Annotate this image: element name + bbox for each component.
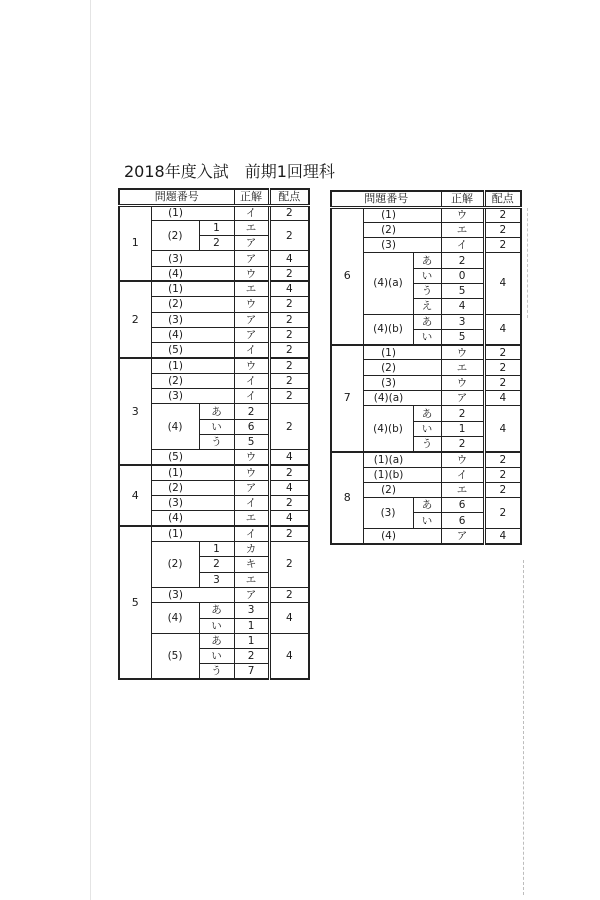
- table-header-row: [119, 189, 309, 205]
- scan-edge-line: [90, 0, 91, 900]
- part-label-cell: [151, 266, 234, 281]
- header-points: 配点: [269, 189, 309, 205]
- points-cell: 4: [269, 480, 309, 495]
- answer-cell: イ: [234, 526, 269, 541]
- part-label-cell: (4)(a): [363, 253, 413, 314]
- answer-cell: 2: [234, 649, 269, 664]
- part-label: (3): [168, 497, 183, 510]
- points-cell: 2: [269, 389, 309, 404]
- part-label: (1): [168, 359, 183, 372]
- part-label-cell: [363, 528, 441, 543]
- answer-cell: ア: [234, 480, 269, 495]
- part-label-cell: [363, 222, 441, 237]
- part-label: (3): [381, 239, 396, 252]
- part-label-cell: (3): [363, 498, 413, 529]
- points-cell: 4: [269, 633, 309, 679]
- points-cell: 2: [269, 312, 309, 327]
- table-row: [119, 526, 309, 541]
- answer-cell: イ: [234, 373, 269, 388]
- part-label-cell: [151, 450, 234, 465]
- part-label: (3): [168, 252, 183, 265]
- points-cell: 4: [269, 511, 309, 526]
- item-label-cell: 2: [199, 557, 234, 572]
- part-label: (1): [381, 209, 396, 222]
- part-label: (1): [381, 346, 396, 359]
- part-label-cell: [151, 281, 234, 296]
- part-label: (5): [168, 451, 183, 464]
- answer-cell: 1: [441, 421, 484, 436]
- answer-cell: 6: [441, 498, 484, 513]
- answer-cell: ア: [441, 391, 484, 406]
- table-row: [119, 205, 309, 220]
- item-label-cell: え: [413, 299, 441, 314]
- points-cell: 4: [484, 528, 521, 543]
- table-body: [331, 207, 521, 544]
- points-cell: 4: [484, 253, 521, 314]
- item-label-cell: 3: [199, 572, 234, 587]
- answer-cell: 6: [441, 513, 484, 528]
- scan-edge-line: [523, 560, 524, 895]
- answer-table-left: [118, 188, 310, 680]
- part-label: (1): [168, 207, 183, 220]
- part-label-cell: [151, 297, 234, 312]
- part-label-cell: (4): [151, 404, 199, 450]
- answer-cell: 4: [441, 299, 484, 314]
- points-cell: 2: [269, 205, 309, 220]
- item-label-cell: あ: [413, 406, 441, 421]
- points-cell: 2: [269, 358, 309, 373]
- answer-cell: エ: [234, 572, 269, 587]
- points-cell: 2: [269, 297, 309, 312]
- part-label-cell: [363, 238, 441, 253]
- header-answer: 正解: [441, 191, 484, 207]
- answer-cell: ウ: [234, 450, 269, 465]
- part-label: (2): [381, 483, 396, 496]
- part-label-cell: [151, 312, 234, 327]
- answer-cell: 3: [441, 314, 484, 329]
- answer-cell: イ: [441, 238, 484, 253]
- part-label-cell: [151, 389, 234, 404]
- part-label: (1): [168, 528, 183, 541]
- answer-cell: エ: [234, 281, 269, 296]
- item-label-cell: あ: [199, 404, 234, 419]
- item-label-cell: あ: [199, 633, 234, 648]
- part-label-cell: [151, 327, 234, 342]
- answer-cell: ウ: [441, 375, 484, 390]
- part-label-cell: (2): [151, 220, 199, 251]
- answer-cell: エ: [234, 511, 269, 526]
- part-label: (3): [168, 313, 183, 326]
- answer-cell: エ: [234, 220, 269, 235]
- answer-cell: ウ: [234, 266, 269, 281]
- question-number-cell: 6: [331, 207, 363, 345]
- points-cell: 4: [269, 281, 309, 296]
- part-label: (3): [168, 390, 183, 403]
- item-label-cell: い: [413, 513, 441, 528]
- answer-cell: ウ: [441, 345, 484, 360]
- points-cell: 2: [269, 373, 309, 388]
- answer-cell: エ: [441, 222, 484, 237]
- points-cell: 4: [269, 603, 309, 634]
- part-label: (2): [381, 361, 396, 374]
- item-label-cell: い: [199, 419, 234, 434]
- question-number-cell: 5: [119, 526, 151, 679]
- answer-cell: ア: [234, 312, 269, 327]
- answer-cell: ウ: [441, 452, 484, 467]
- points-cell: 2: [269, 343, 309, 358]
- item-label-cell: あ: [199, 603, 234, 618]
- points-cell: 2: [484, 207, 521, 222]
- part-label-cell: [363, 375, 441, 390]
- part-label-cell: [151, 465, 234, 480]
- item-label-cell: 1: [199, 220, 234, 235]
- points-cell: 2: [484, 452, 521, 467]
- header-question-number: 問題番号: [331, 191, 441, 207]
- answer-cell: イ: [234, 343, 269, 358]
- part-label-cell: [151, 358, 234, 373]
- table-header-row: [331, 191, 521, 207]
- answer-cell: ウ: [234, 465, 269, 480]
- table-row: [331, 345, 521, 360]
- question-number-cell: 4: [119, 465, 151, 526]
- answer-cell: イ: [441, 467, 484, 482]
- points-cell: 2: [269, 465, 309, 480]
- part-label: (3): [168, 589, 183, 602]
- part-label-cell: [363, 360, 441, 375]
- answer-cell: 5: [441, 329, 484, 344]
- points-cell: 2: [269, 404, 309, 450]
- question-number-cell: 3: [119, 358, 151, 465]
- points-cell: 2: [484, 467, 521, 482]
- answer-cell: 3: [234, 603, 269, 618]
- answer-cell: 7: [234, 664, 269, 679]
- answer-cell: イ: [234, 389, 269, 404]
- answer-cell: イ: [234, 496, 269, 511]
- part-label-cell: [363, 345, 441, 360]
- answer-cell: ア: [441, 528, 484, 543]
- question-number-cell: 2: [119, 281, 151, 357]
- table-row: [119, 281, 309, 296]
- part-label-cell: (4)(b): [363, 406, 413, 452]
- part-label: (2): [381, 223, 396, 236]
- part-label-cell: [151, 587, 234, 602]
- table-row: [331, 452, 521, 467]
- part-label: (4)(a): [373, 392, 404, 405]
- answer-cell: イ: [234, 205, 269, 220]
- answer-table-right: [330, 190, 522, 545]
- item-label-cell: い: [413, 421, 441, 436]
- answer-cell: ア: [234, 587, 269, 602]
- part-label-cell: (2): [151, 542, 199, 588]
- part-label-cell: [151, 511, 234, 526]
- points-cell: 2: [484, 238, 521, 253]
- answer-cell: 2: [234, 404, 269, 419]
- item-label-cell: う: [199, 664, 234, 679]
- answer-cell: 1: [234, 618, 269, 633]
- answer-cell: 2: [441, 406, 484, 421]
- part-label-cell: [151, 343, 234, 358]
- table-row: [119, 358, 309, 373]
- part-label-cell: (5): [151, 633, 199, 679]
- answer-cell: 1: [234, 633, 269, 648]
- answer-cell: ア: [234, 236, 269, 251]
- part-label-cell: [151, 251, 234, 266]
- points-cell: 4: [484, 391, 521, 406]
- header-answer: 正解: [234, 189, 269, 205]
- points-cell: 2: [269, 327, 309, 342]
- part-label: (4): [168, 329, 183, 342]
- part-label-cell: [151, 205, 234, 220]
- part-label: (4): [168, 512, 183, 525]
- part-label: (5): [168, 344, 183, 357]
- answer-cell: 6: [234, 419, 269, 434]
- points-cell: 4: [484, 406, 521, 452]
- scan-edge-marks: [527, 208, 528, 318]
- points-cell: 2: [269, 220, 309, 251]
- question-number-cell: 7: [331, 345, 363, 452]
- header-question-number: 問題番号: [119, 189, 234, 205]
- page-title: 2018年度入試 前期1回理科: [124, 162, 335, 181]
- item-label-cell: あ: [413, 314, 441, 329]
- part-label: (2): [168, 374, 183, 387]
- points-cell: 2: [484, 345, 521, 360]
- item-label-cell: あ: [413, 498, 441, 513]
- answer-cell: ウ: [234, 297, 269, 312]
- item-label-cell: う: [199, 434, 234, 449]
- points-cell: 2: [269, 496, 309, 511]
- part-label-cell: [151, 373, 234, 388]
- answer-cell: キ: [234, 557, 269, 572]
- question-number-cell: 8: [331, 452, 363, 544]
- item-label-cell: い: [413, 268, 441, 283]
- part-label: (1): [168, 283, 183, 296]
- answer-cell: 5: [441, 283, 484, 298]
- part-label-cell: [151, 526, 234, 541]
- answer-cell: 0: [441, 268, 484, 283]
- part-label-cell: [363, 391, 441, 406]
- part-label-cell: [363, 482, 441, 497]
- answer-cell: ウ: [441, 207, 484, 222]
- points-cell: 2: [269, 587, 309, 602]
- part-label: (2): [168, 298, 183, 311]
- part-label-cell: (4)(b): [363, 314, 413, 345]
- answer-cell: 2: [441, 436, 484, 451]
- points-cell: 4: [269, 450, 309, 465]
- answer-cell: ア: [234, 251, 269, 266]
- item-label-cell: 2: [199, 236, 234, 251]
- item-label-cell: う: [413, 283, 441, 298]
- table-body: [119, 205, 309, 679]
- part-label-cell: [363, 207, 441, 222]
- answer-cell: 5: [234, 434, 269, 449]
- answer-cell: エ: [441, 360, 484, 375]
- question-number-cell: 1: [119, 205, 151, 281]
- answer-cell: ウ: [234, 358, 269, 373]
- item-label-cell: う: [413, 436, 441, 451]
- part-label-cell: [151, 480, 234, 495]
- item-label-cell: 1: [199, 542, 234, 557]
- item-label-cell: い: [199, 649, 234, 664]
- points-cell: 4: [269, 251, 309, 266]
- points-cell: 2: [269, 526, 309, 541]
- part-label: (4): [168, 267, 183, 280]
- part-label: (1)(a): [373, 453, 404, 466]
- points-cell: 2: [484, 375, 521, 390]
- points-cell: 2: [269, 266, 309, 281]
- header-points: 配点: [484, 191, 521, 207]
- item-label-cell: い: [199, 618, 234, 633]
- part-label-cell: [363, 452, 441, 467]
- points-cell: 2: [484, 360, 521, 375]
- part-label: (2): [168, 481, 183, 494]
- table-row: [119, 465, 309, 480]
- part-label: (1): [168, 466, 183, 479]
- item-label-cell: い: [413, 329, 441, 344]
- points-cell: 4: [484, 314, 521, 345]
- part-label-cell: [151, 496, 234, 511]
- answer-cell: カ: [234, 542, 269, 557]
- part-label: (3): [381, 376, 396, 389]
- item-label-cell: あ: [413, 253, 441, 268]
- points-cell: 2: [484, 482, 521, 497]
- points-cell: 2: [484, 222, 521, 237]
- table-row: [331, 207, 521, 222]
- part-label: (1)(b): [373, 468, 404, 481]
- part-label-cell: (4): [151, 603, 199, 634]
- points-cell: 2: [269, 542, 309, 588]
- answer-cell: エ: [441, 482, 484, 497]
- points-cell: 2: [484, 498, 521, 529]
- part-label: (4): [381, 529, 396, 542]
- part-label-cell: [363, 467, 441, 482]
- answer-cell: 2: [441, 253, 484, 268]
- answer-cell: ア: [234, 327, 269, 342]
